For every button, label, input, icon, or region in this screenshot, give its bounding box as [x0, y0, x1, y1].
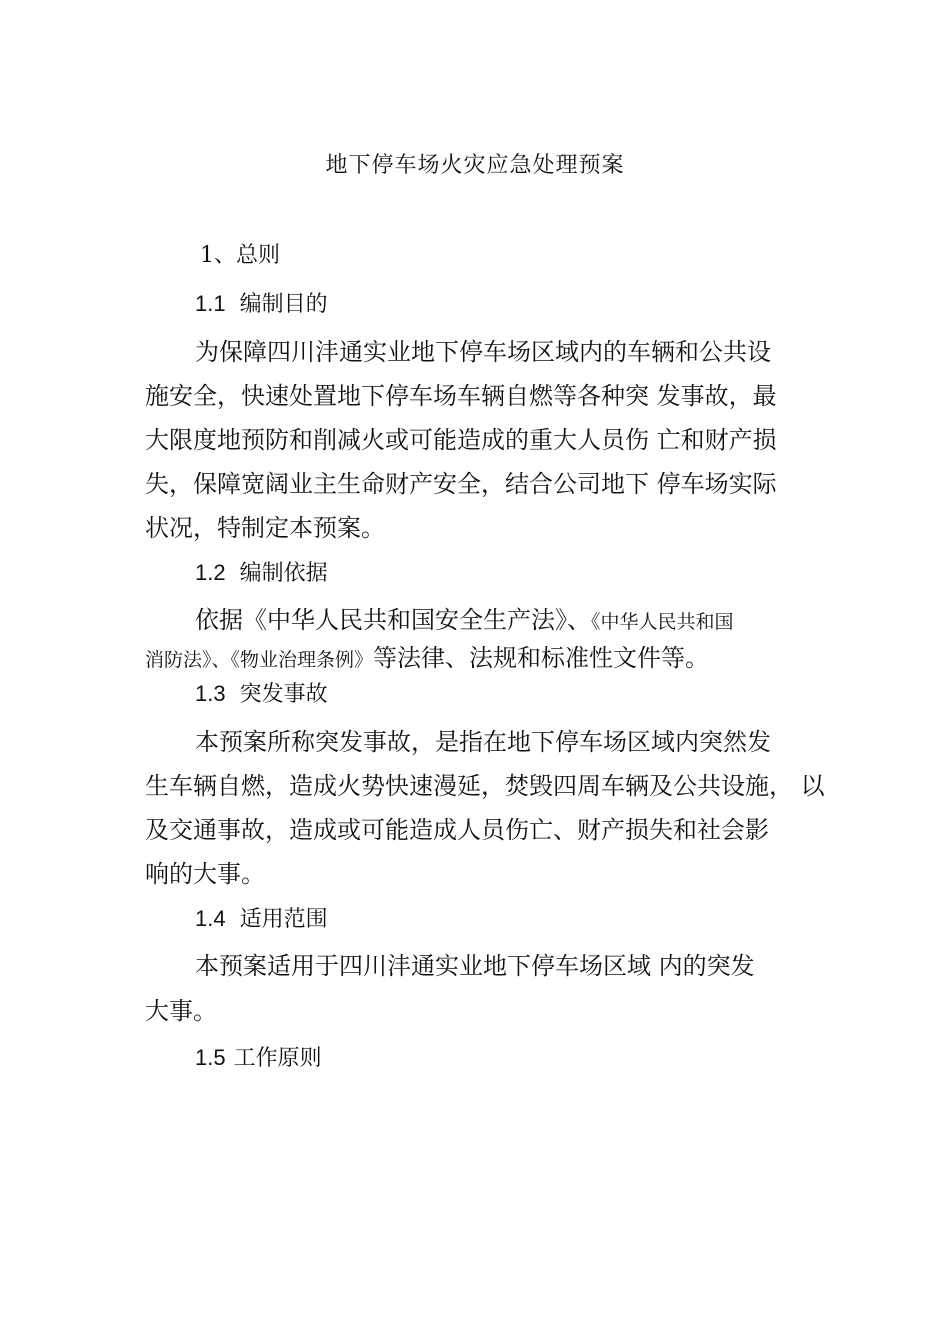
law-citation: 《中华人民共和国	[591, 611, 734, 633]
paragraph-line: 本预案所称突发事故，是指在地下停车场区域内突然发	[195, 728, 771, 756]
section-1-2-heading	[195, 557, 328, 590]
section-label: 编制依据	[239, 561, 328, 586]
paragraph-line: 状况，特制定本预案。	[145, 514, 385, 542]
section-label: 突发事故	[239, 682, 328, 707]
paragraph-line: 响的大事。	[145, 860, 265, 888]
paragraph-line	[195, 604, 734, 638]
paragraph-line: 及交通事故，造成或可能造成人员伤亡、财产损失和社会影	[145, 816, 769, 844]
section-label: 编制目的	[239, 292, 328, 317]
paragraph-line: 施安全，快速处置地下停车场车辆自燃等各种突 发事故，最	[145, 382, 777, 410]
section-1-4-heading	[195, 903, 328, 936]
paragraph-line: 为保障四川沣通实业地下停车场区域内的车辆和公共设	[195, 338, 771, 366]
section-number: 1.4	[195, 906, 226, 931]
section-number: 1.5	[195, 1045, 226, 1070]
paragraph-line: 大限度地预防和削减火或可能造成的重大人员伤 亡和财产损	[145, 426, 777, 454]
paragraph-line	[145, 642, 709, 676]
section-number: 1.1	[195, 291, 226, 316]
section-1-1-heading	[195, 288, 328, 321]
paragraph-line: 本预案适用于四川沣通实业地下停车场区域 内的突发	[195, 952, 755, 980]
section-1-3-heading	[195, 678, 328, 711]
paragraph-line: 大事。	[145, 997, 217, 1025]
section-1-heading: 1、总则	[200, 243, 280, 268]
paragraph-line: 生车辆自燃，造成火势快速漫延，焚毁四周车辆及公共设施， 以	[145, 772, 825, 800]
law-citation: 消防法》、《物业治理条例》	[145, 649, 374, 671]
section-number: 1.3	[195, 681, 226, 706]
paragraph-line: 失，保障宽阔业主生命财产安全，结合公司地下 停车场实际	[145, 470, 777, 498]
basis-text: 等法律、法规和标准性文件等。	[373, 644, 710, 672]
section-1-5-heading	[195, 1042, 322, 1075]
basis-text: 依据《中华人民共和国安全生产法》、	[195, 606, 591, 634]
section-number: 1.2	[195, 560, 226, 585]
section-label: 工作原则	[233, 1046, 322, 1071]
document-title: 地下停车场火灾应急处理预案	[325, 153, 625, 178]
section-label: 适用范围	[239, 907, 328, 932]
